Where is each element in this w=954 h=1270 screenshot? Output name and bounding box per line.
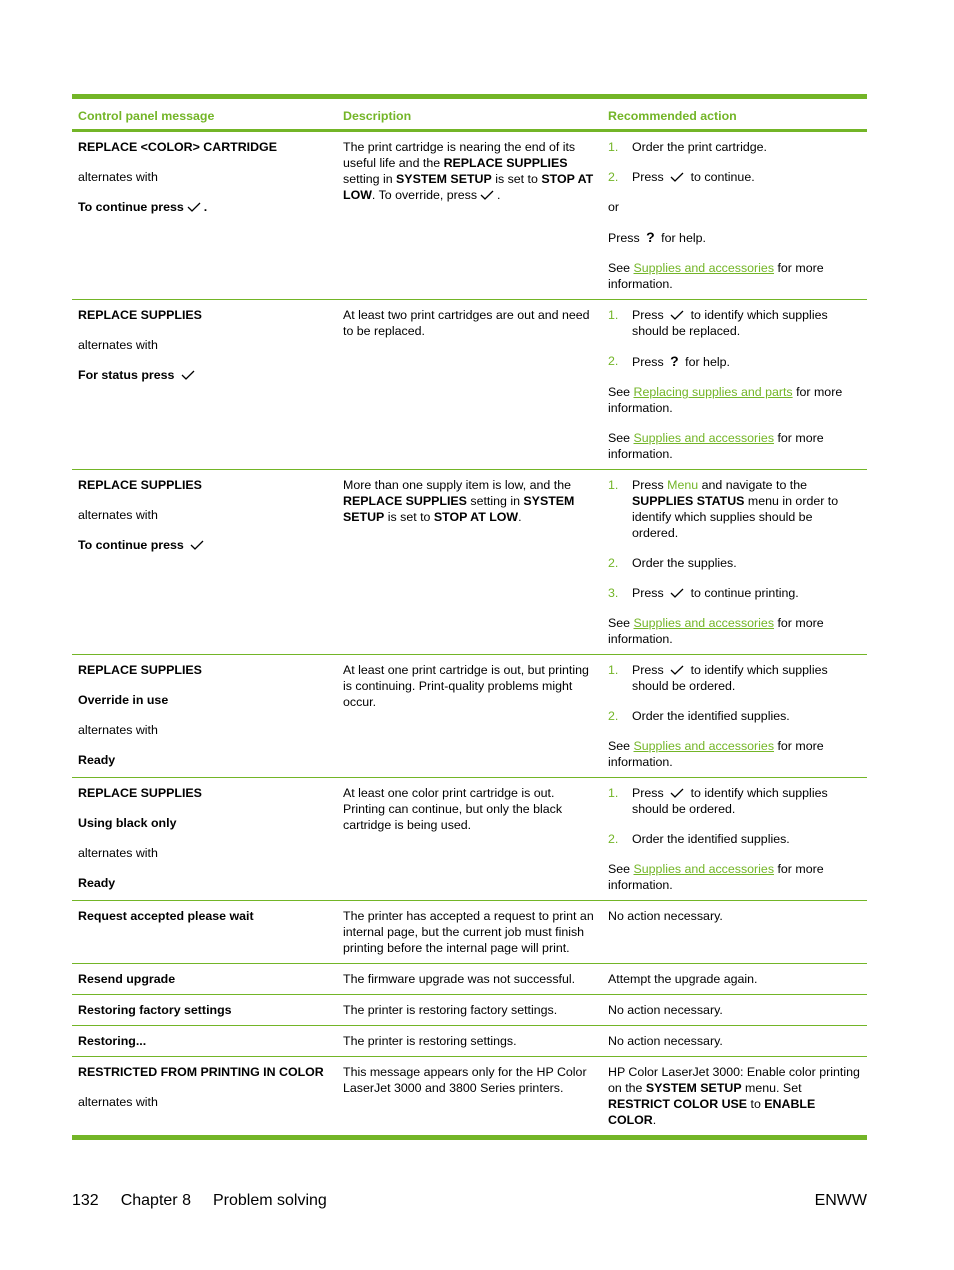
message-cell — [72, 1057, 337, 1138]
table-row — [72, 1026, 867, 1057]
message-text: To continue press . — [78, 200, 208, 214]
alternates-text: alternates with — [78, 846, 158, 860]
action-cell: No action necessary. — [608, 1003, 723, 1017]
checkmark-icon — [181, 368, 195, 378]
action-step: 1. Press to identify which supplies should be ordered. — [608, 663, 828, 693]
table-row — [72, 300, 867, 470]
table-row — [72, 1057, 867, 1138]
alternates-text: alternates with — [78, 338, 158, 352]
action-step: 2. Order the identified supplies. — [608, 709, 790, 723]
supplies-and-accessories-link[interactable]: Supplies and accessories — [633, 261, 775, 275]
description-cell: The printer is restoring settings. — [343, 1034, 517, 1048]
table-row — [72, 470, 867, 655]
action-cell: 1. Press to identify which supplies should be ordered. 2. Order the identified supplies. See Supplies and accessories for more information. — [602, 655, 867, 778]
control-panel-messages-table — [72, 94, 867, 1140]
checkmark-icon — [187, 200, 201, 210]
message-cell — [72, 995, 337, 1026]
replacing-supplies-and-parts-link[interactable]: Replacing supplies and parts — [633, 385, 793, 399]
message-text: Restoring... — [78, 1034, 147, 1048]
column-header-action: Recommended action — [608, 109, 737, 123]
description-cell: At least one color print cartridge is out. Printing can continue, but only the black cartridge is being used. — [343, 786, 563, 832]
supplies-and-accessories-link[interactable]: Supplies and accessories — [633, 862, 775, 876]
page-footer — [72, 1192, 867, 1214]
message-cell — [72, 470, 337, 655]
message-text: To continue press — [78, 537, 331, 553]
menu-button-reference: Menu — [667, 478, 699, 492]
action-cell: 1. Press to identify which supplies should be ordered. 2. Order the identified supplies. See Supplies and accessories for more information. — [602, 778, 867, 901]
message-cell — [72, 1026, 337, 1057]
checkmark-icon — [670, 586, 684, 596]
checkmark-icon — [190, 538, 204, 548]
description-cell: The print cartridge is nearing the end of its useful life and the REPLACE SUPPLIES setting in SYSTEM SETUP is set to STOP AT LOW. To override, press . — [343, 140, 594, 202]
action-cell: Attempt the upgrade again. — [608, 972, 758, 986]
message-text: Ready — [78, 753, 116, 767]
table-row — [72, 995, 867, 1026]
table-row — [72, 778, 867, 901]
action-cell: 1. Press to identify which supplies should be replaced. 2. Press ? for help. See Replacing supplies and parts for more information. See Supplies and accessories for more information. — [602, 300, 867, 470]
description-cell: More than one supply item is low, and the REPLACE SUPPLIES setting in SYSTEM SETUP is set to STOP AT LOW. — [343, 478, 575, 524]
message-text: REPLACE SUPPLIES — [78, 663, 202, 677]
action-cell: 1. Order the print cartridge. 2. Press to continue. or Press ? for help. See Supplies and accessories for more information. — [602, 131, 867, 300]
supplies-and-accessories-link[interactable]: Supplies and accessories — [633, 616, 775, 630]
message-cell — [72, 901, 337, 964]
or-text: or — [608, 200, 620, 214]
action-cell: No action necessary. — [608, 1034, 723, 1048]
action-step: 2. Press to continue. — [608, 170, 755, 184]
table-row — [72, 901, 867, 964]
action-cell: 1. Press Menu and navigate to the SUPPLIES STATUS menu in order to identify which supplies should be ordered. 2. Order the supplies. 3. Press to continue printing. See Supplies and accessories for more information. — [602, 470, 867, 655]
action-step: 2. Press ? for help. — [608, 353, 730, 369]
table-header-row — [72, 97, 867, 131]
action-step: 1. Press Menu and navigate to the SUPPLIES STATUS menu in order to identify which supplies should be ordered. — [608, 478, 839, 540]
checkmark-icon — [670, 663, 684, 673]
action-step: 3. Press to continue printing. — [608, 586, 799, 600]
message-cell — [72, 300, 337, 470]
checkmark-icon — [670, 170, 684, 180]
alternates-text: alternates with — [78, 508, 158, 522]
action-step: 1. Press to identify which supplies should be ordered. — [608, 786, 828, 816]
alternates-text: alternates with — [78, 170, 158, 184]
alternates-text: alternates with — [78, 723, 158, 737]
action-step: 2. Order the supplies. — [608, 556, 737, 570]
message-text: Using black only — [78, 816, 177, 830]
description-cell: The printer is restoring factory settings. — [343, 1003, 558, 1017]
action-step: 2. Order the identified supplies. — [608, 832, 790, 846]
action-cell: No action necessary. — [608, 909, 723, 923]
question-mark-icon: ? — [646, 229, 655, 245]
message-text: Request accepted please wait — [78, 909, 254, 923]
message-text: REPLACE SUPPLIES — [78, 786, 202, 800]
message-text: RESTRICTED FROM PRINTING IN COLOR — [78, 1065, 324, 1079]
question-mark-icon: ? — [670, 353, 679, 369]
alternates-text: alternates with — [78, 1095, 158, 1109]
message-cell — [72, 131, 337, 300]
message-text: REPLACE SUPPLIES — [78, 478, 202, 492]
message-text: REPLACE SUPPLIES — [78, 308, 202, 322]
table-row — [72, 655, 867, 778]
checkmark-icon — [480, 188, 494, 198]
message-cell — [72, 964, 337, 995]
description-cell: This message appears only for the HP Color LaserJet 3000 and 3800 Series printers. — [343, 1065, 587, 1095]
action-step: 1. Press to identify which supplies should be replaced. — [608, 308, 828, 338]
message-cell — [72, 655, 337, 778]
message-text: Resend upgrade — [78, 972, 176, 986]
action-step: 1. Order the print cartridge. — [608, 140, 767, 154]
message-cell — [72, 778, 337, 901]
message-text: Ready — [78, 876, 116, 890]
chapter-label: Chapter 8 — [120, 1192, 191, 1209]
page-number: 132 — [72, 1192, 99, 1209]
column-header-description: Description — [343, 109, 412, 123]
supplies-and-accessories-link[interactable]: Supplies and accessories — [633, 431, 775, 445]
column-header-message: Control panel message — [78, 109, 215, 123]
message-text: REPLACE <COLOR> CARTRIDGE — [78, 140, 277, 154]
description-cell: The firmware upgrade was not successful. — [343, 972, 576, 986]
supplies-and-accessories-link[interactable]: Supplies and accessories — [633, 739, 775, 753]
description-cell: At least one print cartridge is out, but printing is continuing. Print-quality problems might occur. — [343, 663, 589, 709]
message-text: For status press — [78, 367, 331, 383]
message-text: Override in use — [78, 693, 169, 707]
table-row — [72, 964, 867, 995]
footer-enww: ENWW — [814, 1192, 867, 1209]
action-cell: HP Color LaserJet 3000: Enable color printing on the SYSTEM SETUP menu. Set RESTRICT COLOR USE to ENABLE COLOR. — [608, 1065, 860, 1127]
checkmark-icon — [670, 308, 684, 318]
checkmark-icon — [670, 786, 684, 796]
section-title: Problem solving — [212, 1192, 327, 1209]
table-row — [72, 131, 867, 300]
description-cell: The printer has accepted a request to print an internal page, but the current job must finish printing before the internal page will print. — [343, 909, 594, 955]
description-cell: At least two print cartridges are out and need to be replaced. — [343, 308, 590, 338]
message-text: Restoring factory settings — [78, 1003, 232, 1017]
